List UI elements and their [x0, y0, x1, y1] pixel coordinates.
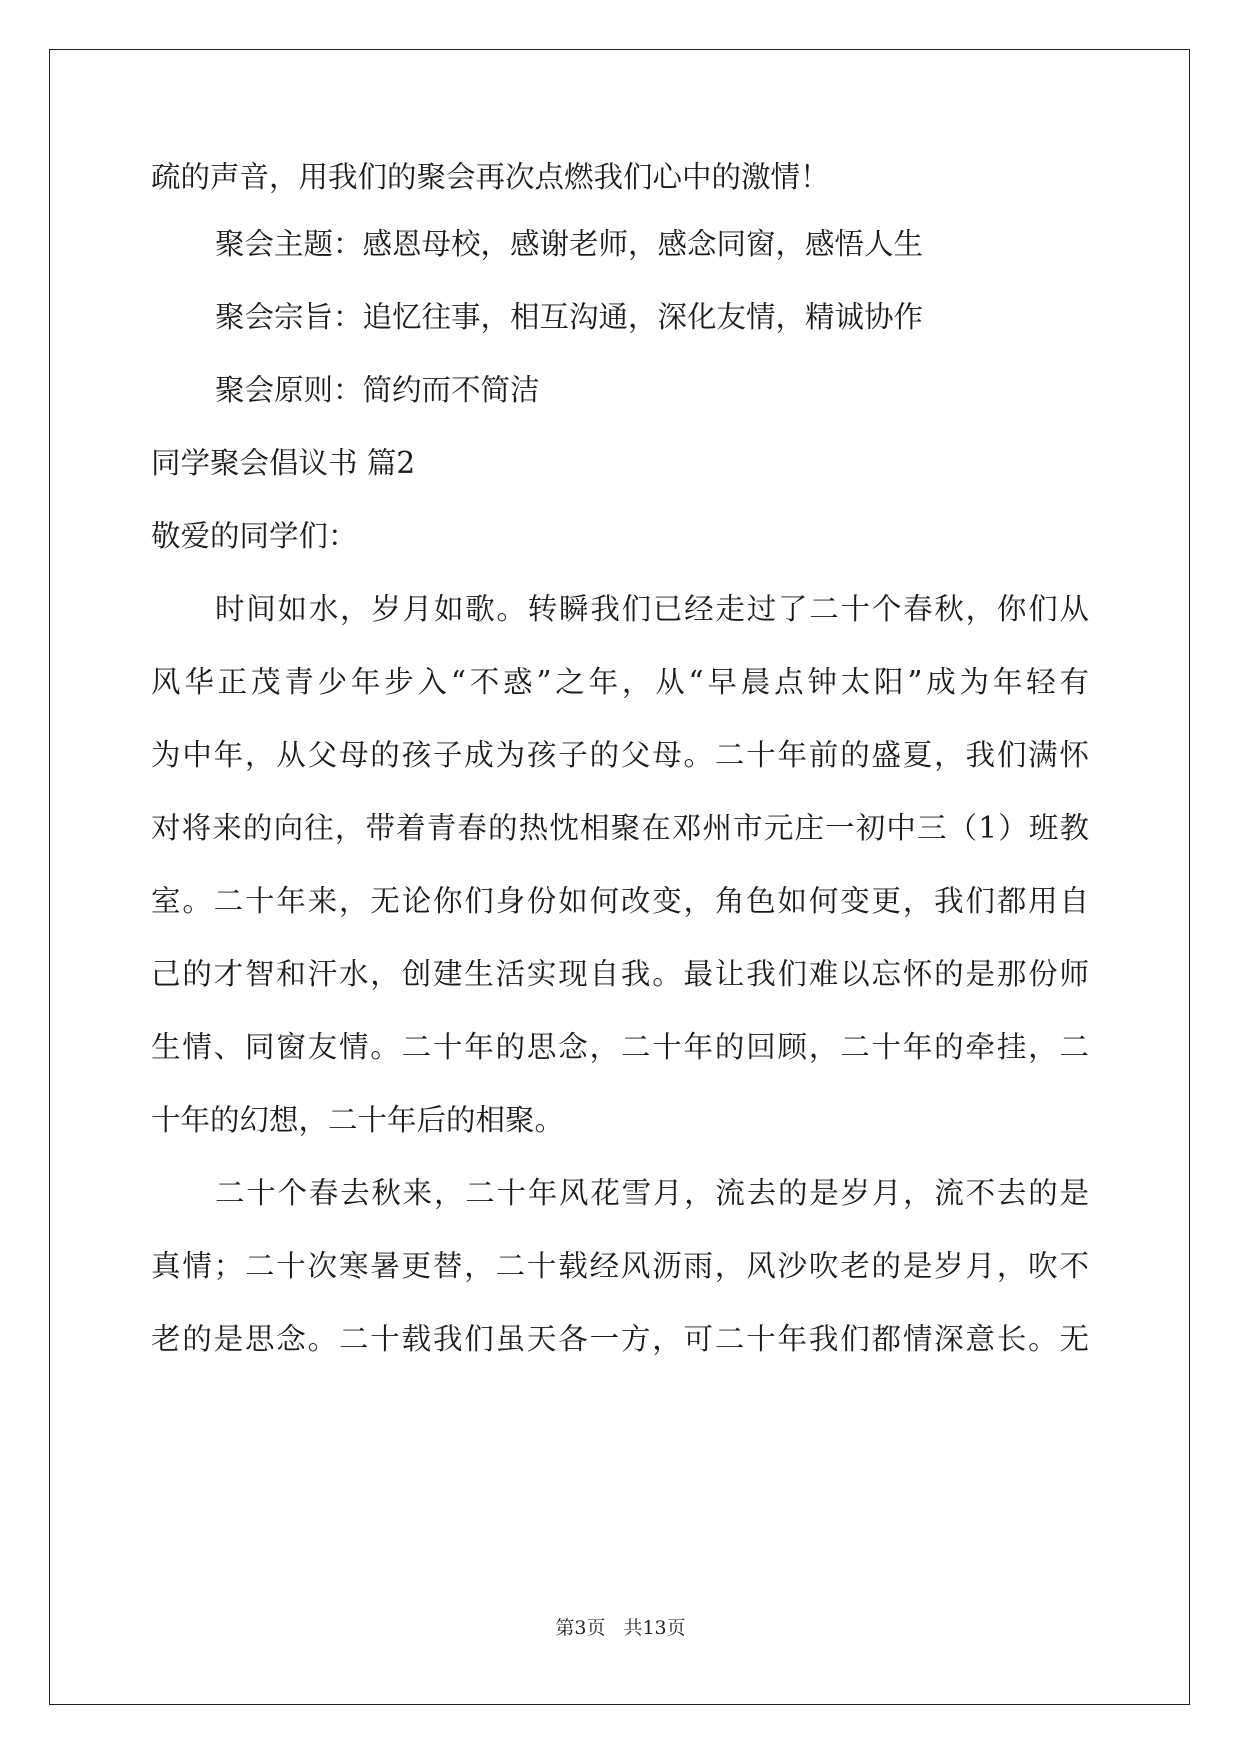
text-line-16: 真情；二十次寒暑更替，二十载经风沥雨，风沙吹老的是岁月，吹不 [151, 1249, 1089, 1283]
text-line-3: 聚会宗旨：追忆往事，相互沟通，深化友情，精诚协作 [215, 300, 924, 334]
text-line-12: 己的才智和汗水，创建生活实现自我。最让我们难以忘怀的是那份师 [151, 957, 1089, 991]
text-line-14: 十年的幻想，二十年后的相聚。 [151, 1103, 565, 1137]
text-line-13: 生情、同窗友情。二十年的思念，二十年的回顾，二十年的牵挂，二 [151, 1030, 1089, 1064]
page-total: 共13页 [623, 1617, 686, 1639]
section-heading: 同学聚会倡议书 篇2 [151, 446, 416, 480]
text-line-4: 聚会原则：简约而不简洁 [215, 373, 540, 407]
text-line-2: 聚会主题：感恩母校，感谢老师，感念同窗，感悟人生 [215, 227, 924, 261]
text-line-17: 老的是思念。二十载我们虽天各一方，可二十年我们都情深意长。无 [151, 1322, 1089, 1356]
text-line-9: 为中年，从父母的孩子成为孩子的父母。二十年前的盛夏，我们满怀 [151, 738, 1089, 772]
text-line-11: 室。二十年来，无论你们身份如何改变，角色如何变更，我们都用自 [151, 884, 1089, 918]
text-line-7: 时间如水，岁月如歌。转瞬我们已经走过了二十个春秋，你们从 [215, 592, 1089, 626]
text-line-8: 风华正茂青少年步入“不惑”之年，从“早晨点钟太阳”成为年轻有 [151, 665, 1089, 699]
text-line-1: 疏的声音，用我们的聚会再次点燃我们心中的激情！ [151, 160, 830, 194]
page-number: 第3页 [555, 1617, 606, 1639]
page-footer [0, 1613, 1241, 1640]
text-line-10: 对将来的向往，带着青春的热忱相聚在邓州市元庄一初中三（1）班教 [151, 811, 1089, 845]
salutation: 敬爱的同学们： [151, 519, 358, 553]
text-line-15: 二十个春去秋来，二十年风花雪月，流去的是岁月，流不去的是 [215, 1176, 1089, 1210]
